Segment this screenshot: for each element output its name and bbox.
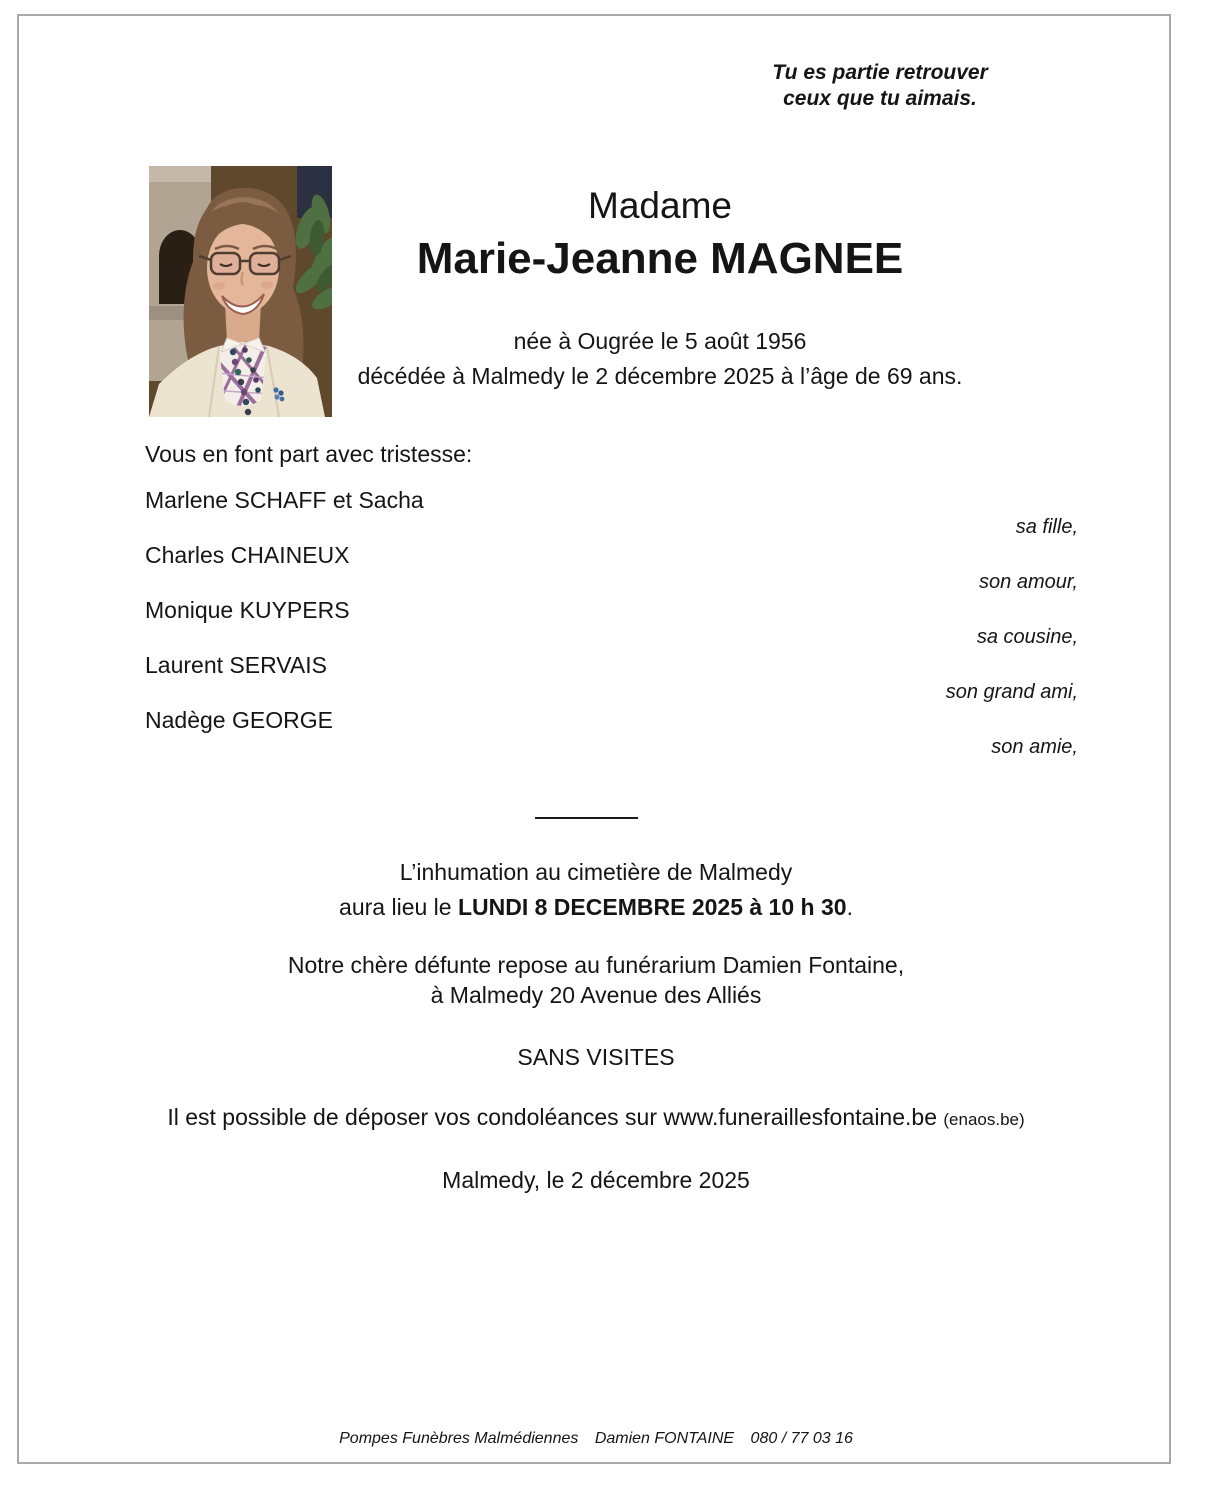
vital-dates	[332, 324, 988, 394]
enaos-note: (enaos.be)	[943, 1110, 1025, 1129]
mourner-name: Charles CHAINEUX	[145, 542, 350, 568]
portrait-illustration	[149, 166, 332, 417]
condolences-line	[17, 1104, 1175, 1131]
ceremony-details	[17, 855, 1175, 925]
section-divider	[535, 817, 638, 819]
footer-company: Pompes Funèbres Malmédiennes	[339, 1430, 579, 1447]
funeral-home-footer	[17, 1430, 1175, 1448]
mourner-name: Monique KUYPERS	[145, 597, 350, 623]
condolences-text: Il est possible de déposer vos condoléances sur www.funeraillesfontaine.be	[167, 1104, 944, 1130]
schedule-prefix: aura lieu le	[339, 894, 458, 920]
mourner-row	[145, 596, 1078, 650]
portrait-photo	[149, 166, 332, 417]
schedule-datetime: LUNDI 8 DECEMBRE 2025 à 10 h 30	[457, 894, 847, 920]
announcement-intro: Vous en font part avec tristesse:	[145, 441, 473, 467]
deceased-name: Marie-Jeanne MAGNEE	[416, 234, 904, 283]
mourner-name: Marlene SCHAFF et Sacha	[145, 487, 424, 513]
repose-line-1: Notre chère défunte repose au funérarium Damien Fontaine,	[287, 952, 905, 978]
repose-line-2: à Malmedy 20 Avenue des Alliés	[430, 982, 762, 1008]
honorific-title: Madame	[588, 185, 732, 226]
footer-phone: 080 / 77 03 16	[750, 1430, 853, 1447]
epitaph	[738, 60, 1022, 112]
repose-details	[17, 950, 1175, 1010]
mourner-row	[145, 706, 1078, 760]
mourner-relation: son amour,	[979, 571, 1078, 593]
dateline: Malmedy, le 2 décembre 2025	[442, 1167, 750, 1193]
ceremony-schedule-line	[17, 890, 1175, 925]
mourner-relation: son grand ami,	[945, 681, 1078, 703]
mourner-row	[145, 486, 1078, 540]
schedule-suffix: .	[846, 894, 853, 920]
mourner-name: Nadège GEORGE	[145, 707, 333, 733]
mourner-relation: sa fille,	[1015, 516, 1078, 538]
deceased-header	[332, 186, 988, 394]
epitaph-line-1: Tu es partie retrouver	[772, 61, 988, 84]
mourner-name: Laurent SERVAIS	[145, 652, 327, 678]
birth-line: née à Ougrée le 5 août 1956	[513, 328, 807, 354]
mourner-row	[145, 541, 1078, 595]
death-line: décédée à Malmedy le 2 décembre 2025 à l’âge de 69 ans.	[357, 363, 963, 389]
mourner-relation: son amie,	[991, 736, 1078, 758]
no-visits-label: SANS VISITES	[517, 1044, 675, 1070]
mourner-relation: sa cousine,	[976, 626, 1078, 648]
ceremony-location-line: L’inhumation au cimetière de Malmedy	[399, 859, 793, 885]
epitaph-line-2: ceux que tu aimais.	[783, 87, 977, 110]
footer-director: Damien FONTAINE	[594, 1430, 735, 1447]
mourner-row	[145, 651, 1078, 705]
